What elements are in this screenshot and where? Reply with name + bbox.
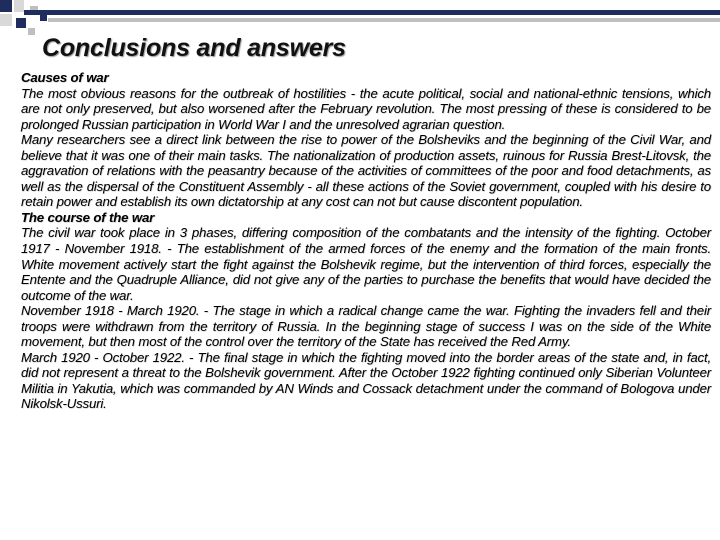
section-heading-causes: Causes of war [21, 70, 109, 85]
slide-content [21, 70, 711, 412]
corner-square-gray-small [28, 28, 35, 35]
corner-square-light-top [14, 0, 24, 12]
corner-square-navy-tiny [40, 14, 47, 21]
corner-square-navy [0, 0, 12, 12]
paragraph-course-phase-one: The civil war took place in 3 phases, differing composition of the combatants and the intensity of the fighting. October 1917 - November 1918. - The establishment of the armed forces of the enemy and the formation of the main fronts. White movement actively start the fight against the Bolshevik regime, but the intervention of third forces, especially the Entente and the Quadruple Alliance, did not give any of the parties to purchase the benefits that would have decided the outcome of the war. [21, 225, 711, 303]
header-bar-gray [48, 18, 720, 22]
section-heading-course: The course of the war [21, 209, 155, 225]
header-bar-navy [24, 10, 720, 15]
paragraph-course-phase-two: November 1918 - March 1920. - The stage in which a radical change came the war. Fighting the invaders fell and their troops were withdrawn from the territory of Russia. In the beginning stage of success I was on the side of the White movement, but then most of the control over the territory of the State has received the Red Army. [21, 303, 711, 350]
paragraph-course-phase-three: March 1920 - October 1922. - The final stage in which the fighting moved into the border areas of the state and, in fact, did not represent a threat to the Bolshevik government. After the October 1922 fighting continued only Siberian Volunteer Militia in Yakutia, which was commanded by AN Winds and Cossack detachment under the command of Bologova under Nikolsk-Ussuri. [21, 349, 711, 412]
paragraph-causes-obvious-reasons: The most obvious reasons for the outbreak of hostilities - the acute political, social and national-ethnic tensions, which are not only preserved, but also worsened after the February revolution. The most pressing of these is considered to be prolonged Russian participation in World War I and the unresolved agrarian question. [21, 85, 711, 132]
corner-square-light [0, 14, 12, 26]
corner-square-navy-small [16, 18, 26, 28]
paragraph-causes-bolsheviks: Many researchers see a direct link between the rise to power of the Bolsheviks and the beginning of the Civil War, and believe that it was one of their main tasks. The nationalization of production assets, ruinous for Russia Brest-Litovsk, the aggravation of relations with the peasantry because of the activities of committees of the poor and food detachments, as well as the dispersal of the Constituent Assembly - all these actions of the Soviet government, coupled with his desire to retain power and establish its own dictatorship at any cost can not but cause discontent population. [21, 132, 711, 210]
slide-title: Conclusions and answers [42, 34, 346, 62]
